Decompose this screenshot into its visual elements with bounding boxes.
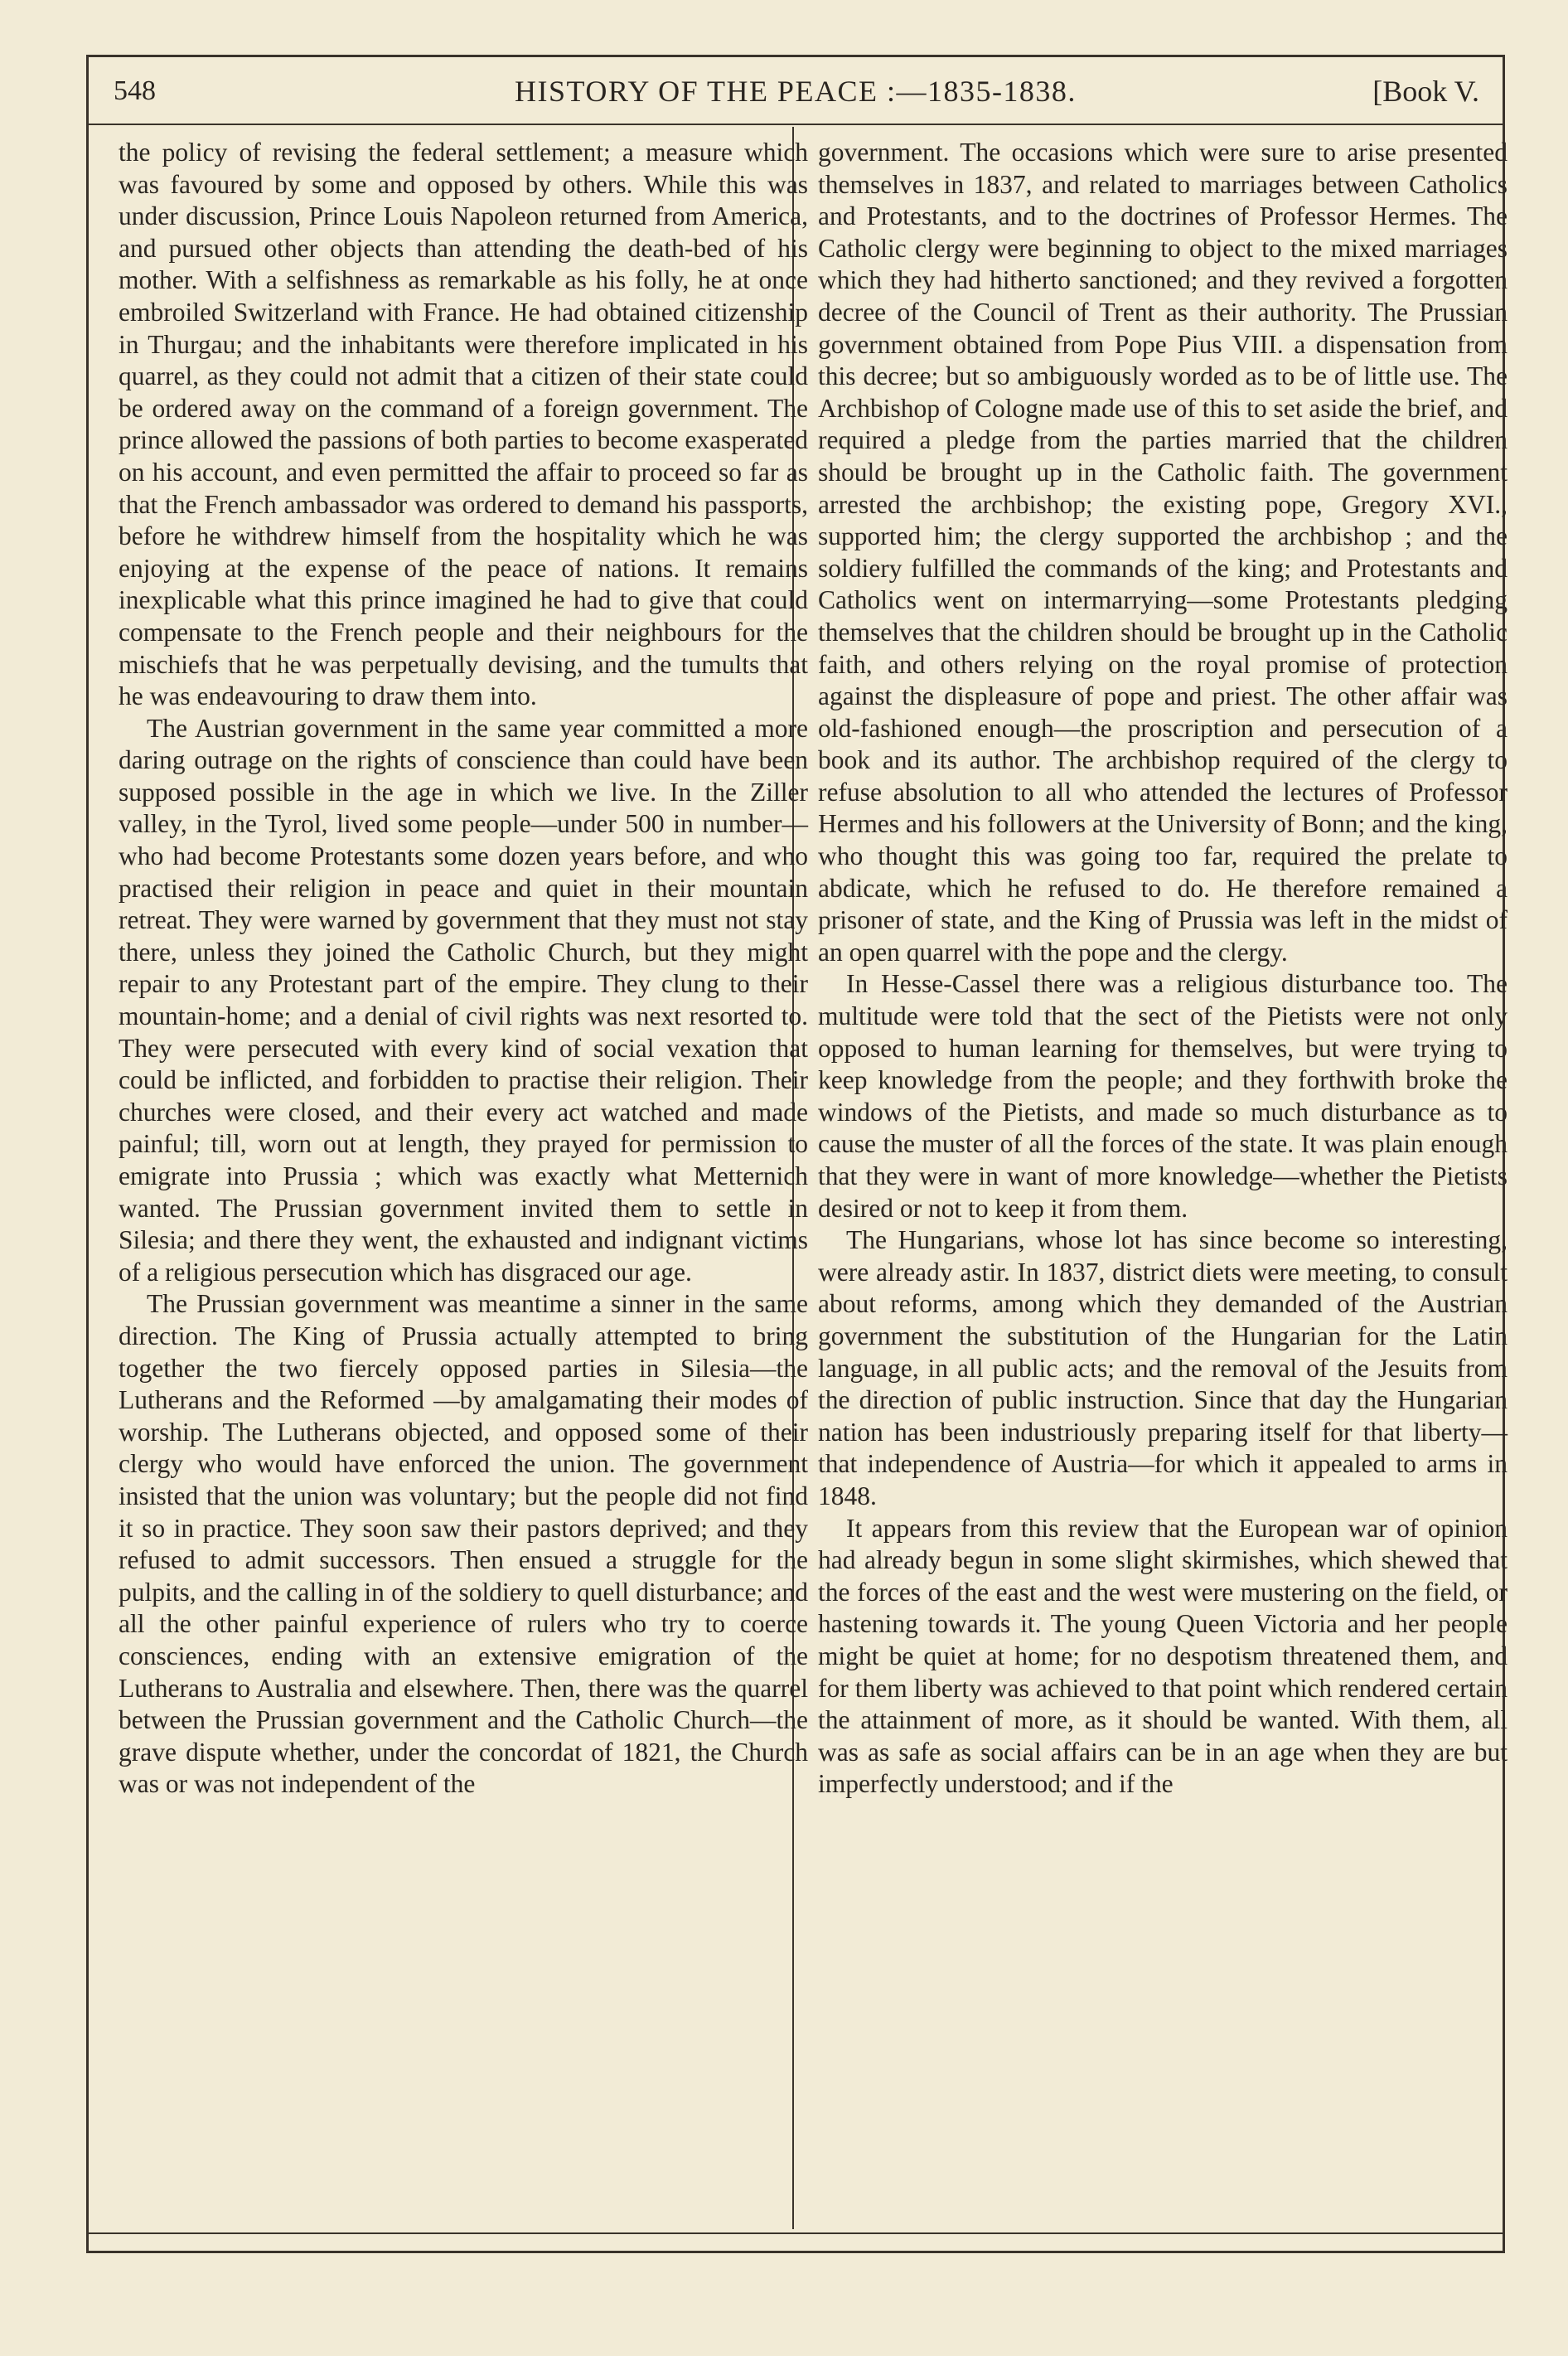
- paragraph: The Hungarians, whose lot has since become so interesting, were already astir. In 1837, district diets were meeting, to consult about reforms, among which they demanded of the Austrian government the substitution of the Hungarian for the Latin language, in all public acts; and the removal of the Jesuits from the direction of public instruction. Since that day the Hungarian nation has been industriously preparing itself for that liberty—that independence of Austria—for which it appealed to arms in 1848.: [818, 1225, 1508, 1510]
- footer-rule: [89, 2232, 1503, 2234]
- right-column: [818, 137, 1508, 1801]
- running-title: HISTORY OF THE PEACE :—1835-1838.: [515, 75, 1077, 108]
- paragraph: the policy of revising the federal settlement; a measure which was favoured by some and opposed by others. While this was under discussion, Prince Louis Napoleon returned from America, and pursued other objects than attending the death-bed of his mother. With a selfishness as remarkable as his folly, he at once embroiled Switzerland with France. He had obtained citizenship in Thurgau; and the inhabitants were therefore implicated in his quarrel, as they could not admit that a citizen of their state could be ordered away on the command of a foreign government. The prince allowed the passions of both parties to become exasperated on his account, and even permitted the affair to proceed so far as that the French ambassador was ordered to demand his passports, before he withdrew himself from the hospitality which he was enjoying at the expense of the peace of nations. It remains inexplicable what this prince imagined he had to give that could compensate to the French people and their neighbours for the mischiefs that he was perpetually devising, and the tumults that he was endeavouring to draw them into.: [119, 138, 808, 711]
- page-frame: [86, 55, 1508, 2253]
- running-header: [89, 57, 1503, 125]
- paragraph: The Austrian government in the same year committed a more daring outrage on the rights of conscience than could have been supposed possible in the age in which we live. In the Ziller valley, in the Tyrol, lived some people—under 500 in number—who had become Protestants some dozen years before, and who practised their religion in peace and quiet in their mountain retreat. They were warned by government that they must not stay there, unless they joined the Catholic Church, but they might repair to any Protestant part of the empire. They clung to their mountain-home; and a denial of civil rights was next resorted to. They were persecuted with every kind of social vexation that could be inflicted, and forbidden to practise their religion. Their churches were closed, and their every act watched and made painful; till, worn out at length, they prayed for permission to emigrate into Prussia ; which was exactly what Metternich wanted. The Prussian government invited them to settle in Silesia; and there they went, the exhausted and indignant victims of a religious persecution which has disgraced our age.: [119, 713, 808, 1287]
- paragraph: government. The occasions which were sure to arise presented themselves in 1837, and related to marriages between Catholics and Protestants, and to the doctrines of Professor Hermes. The Catholic clergy were beginning to object to the mixed marriages which they had hitherto sanctioned; and they revived a forgotten decree of the Council of Trent as their authority. The Prussian government obtained from Pope Pius VIII. a dispensation from this decree; but so ambiguously worded as to be of little use. The Archbishop of Cologne made use of this to set aside the brief, and required a pledge from the parties married that the children should be brought up in the Catholic faith. The government arrested the archbishop; the existing pope, Gregory XVI., supported him; the clergy supported the archbishop ; and the soldiery fulfilled the commands of the king; and Protestants and Catholics went on intermarrying—some Protestants pledging themselves that the children should be brought up in the Catholic faith, and others relying on the royal promise of protection against the displeasure of pope and priest. The other affair was old-fashioned enough—the proscription and persecution of a book and its author. The archbishop required of the clergy to refuse absolution to all who attended the lectures of Professor Hermes and his followers at the University of Bonn; and the king, who thought this was going too far, required the prelate to abdicate, which he refused to do. He therefore remained a prisoner of state, and the King of Prussia was left in the midst of an open quarrel with the pope and the clergy.: [818, 138, 1508, 967]
- page-number: 548: [114, 75, 156, 106]
- paragraph: The Prussian government was meantime a sinner in the same direction. The King of Prussia actually attempted to bring together the two fiercely opposed parties in Silesia—the Lutherans and the Reformed —by amalgamating their modes of worship. The Lutherans objected, and opposed some of their clergy who would have enforced the union. The government insisted that the union was voluntary; but the people did not find it so in practice. They soon saw their pastors deprived; and they refused to admit successors. Then ensued a struggle for the pulpits, and the calling in of the soldiery to quell disturbance; and all the other painful experience of rulers who try to coerce consciences, ending with an extensive emigration of the Lutherans to Australia and elsewhere. Then, there was the quarrel between the Prussian government and the Catholic Church—the grave dispute whether, under the concordat of 1821, the Church was or was not independent of the: [119, 1289, 808, 1799]
- book-reference: [Book V.: [1372, 75, 1479, 108]
- paragraph: It appears from this review that the European war of opinion had already begun in some slight skirmishes, which shewed that the forces of the east and the west were mustering on the field, or hastening towards it. The young Queen Victoria and her people might be quiet at home; for no despotism threatened them, and for them liberty was achieved to that point which rendered certain the attainment of more, as it should be wanted. With them, all was as safe as social affairs can be in an age when they are but imperfectly understood; and if the: [818, 1513, 1508, 1799]
- paragraph: In Hesse-Cassel there was a religious disturbance too. The multitude were told that the sect of the Pietists were not only opposed to human learning for themselves, but were trying to keep knowledge from the people; and they forthwith broke the windows of the Pietists, and made so much disturbance as to cause the muster of all the forces of the state. It was plain enough that they were in want of more knowledge—whether the Pietists desired or not to keep it from them.: [818, 969, 1508, 1223]
- left-column: [119, 137, 808, 1801]
